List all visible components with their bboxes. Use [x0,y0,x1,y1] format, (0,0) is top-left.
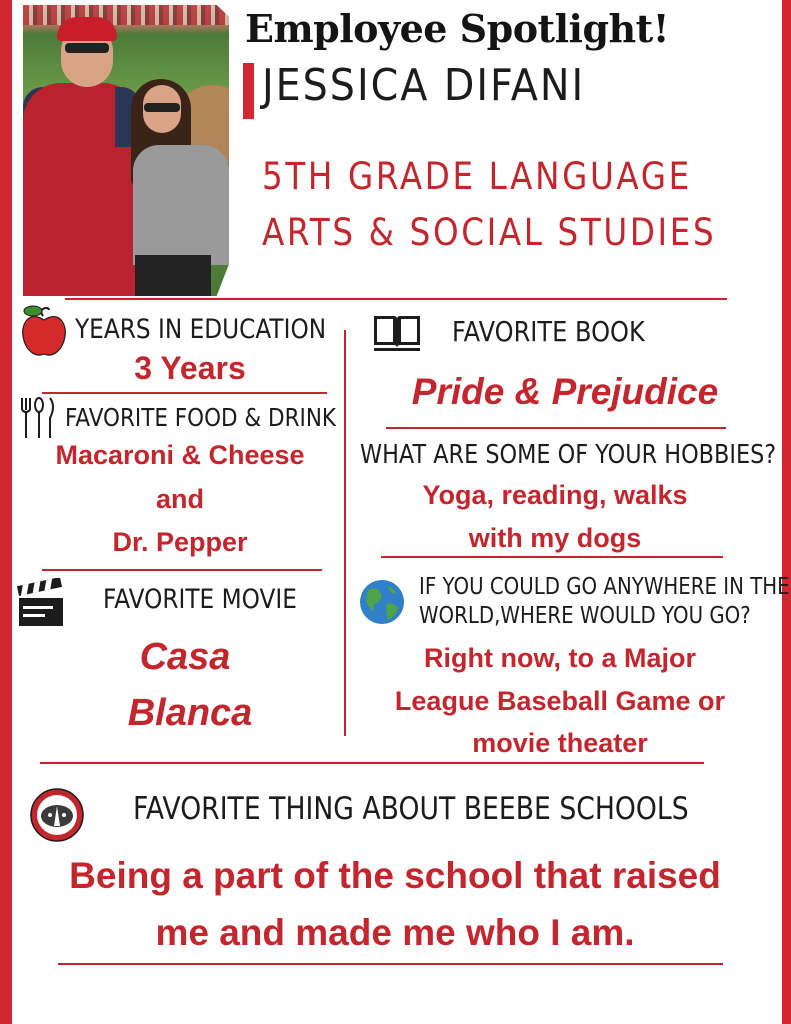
movie-value-line-1: Casa [139,636,231,678]
years-value: 3 Years [134,350,246,386]
divider-bottom-section [40,762,704,764]
divider-final [58,963,723,965]
stadium-stands [23,5,229,25]
travel-value-line-3: movie theater [472,728,648,758]
hobbies-label: WHAT ARE SOME OF YOUR HOBBIES? [360,440,777,470]
divider-vertical [344,330,346,736]
book-icon [372,310,422,352]
clapperboard-icon [17,578,65,628]
photo-shape [133,145,229,265]
photo-shape [135,255,211,296]
employee-photo [23,5,229,296]
left-border [0,0,12,1024]
movie-label: FAVORITE MOVIE [103,584,297,615]
name-accent-bar [243,63,254,119]
food-value-line-1: Macaroni & Cheese [55,440,305,470]
photo-shape [144,103,180,112]
headline: Employee Spotlight! [245,6,669,51]
travel-value-line-2: League Baseball Game or [394,686,726,716]
beebe-label: FAVORITE THING ABOUT BEEBE SCHOOLS [133,791,689,827]
hobbies-value-line-1: Yoga, reading, walks [422,480,688,510]
book-label: FAVORITE BOOK [452,315,645,348]
travel-label-line-2: WORLD,WHERE WOULD YOU GO? [419,603,751,629]
divider-top [65,298,727,300]
food-label: FAVORITE FOOD & DRINK [65,403,337,432]
travel-value-line-1: Right now, to a Major [424,643,696,673]
role-line-1: 5TH GRADE LANGUAGE [262,155,692,198]
employee-name: JESSICA DIFANI [262,60,586,111]
globe-icon [358,578,406,626]
photo-shape [65,43,109,53]
badger-logo-icon [30,788,84,842]
divider-book [386,427,726,429]
years-label: YEARS IN EDUCATION [75,314,327,345]
divider-hobbies [381,556,723,558]
movie-value-line-2: Blanca [127,692,253,734]
divider-food [42,569,322,571]
travel-label-line-1: IF YOU COULD GO ANYWHERE IN THE [419,574,790,600]
beebe-value-line-1: Being a part of the school that raised [69,855,721,896]
food-value-line-2: and [155,484,204,514]
food-value-line-3: Dr. Pepper [112,527,248,557]
right-border [782,0,791,1024]
divider-years [42,392,327,394]
utensils-icon [19,396,59,440]
hobbies-value-line-2: with my dogs [468,523,642,553]
beebe-value-line-2: me and made me who I am. [155,912,635,953]
photo-shape [57,17,117,41]
role-line-2: ARTS & SOCIAL STUDIES [262,211,717,254]
book-value: Pride & Prejudice [411,371,719,412]
